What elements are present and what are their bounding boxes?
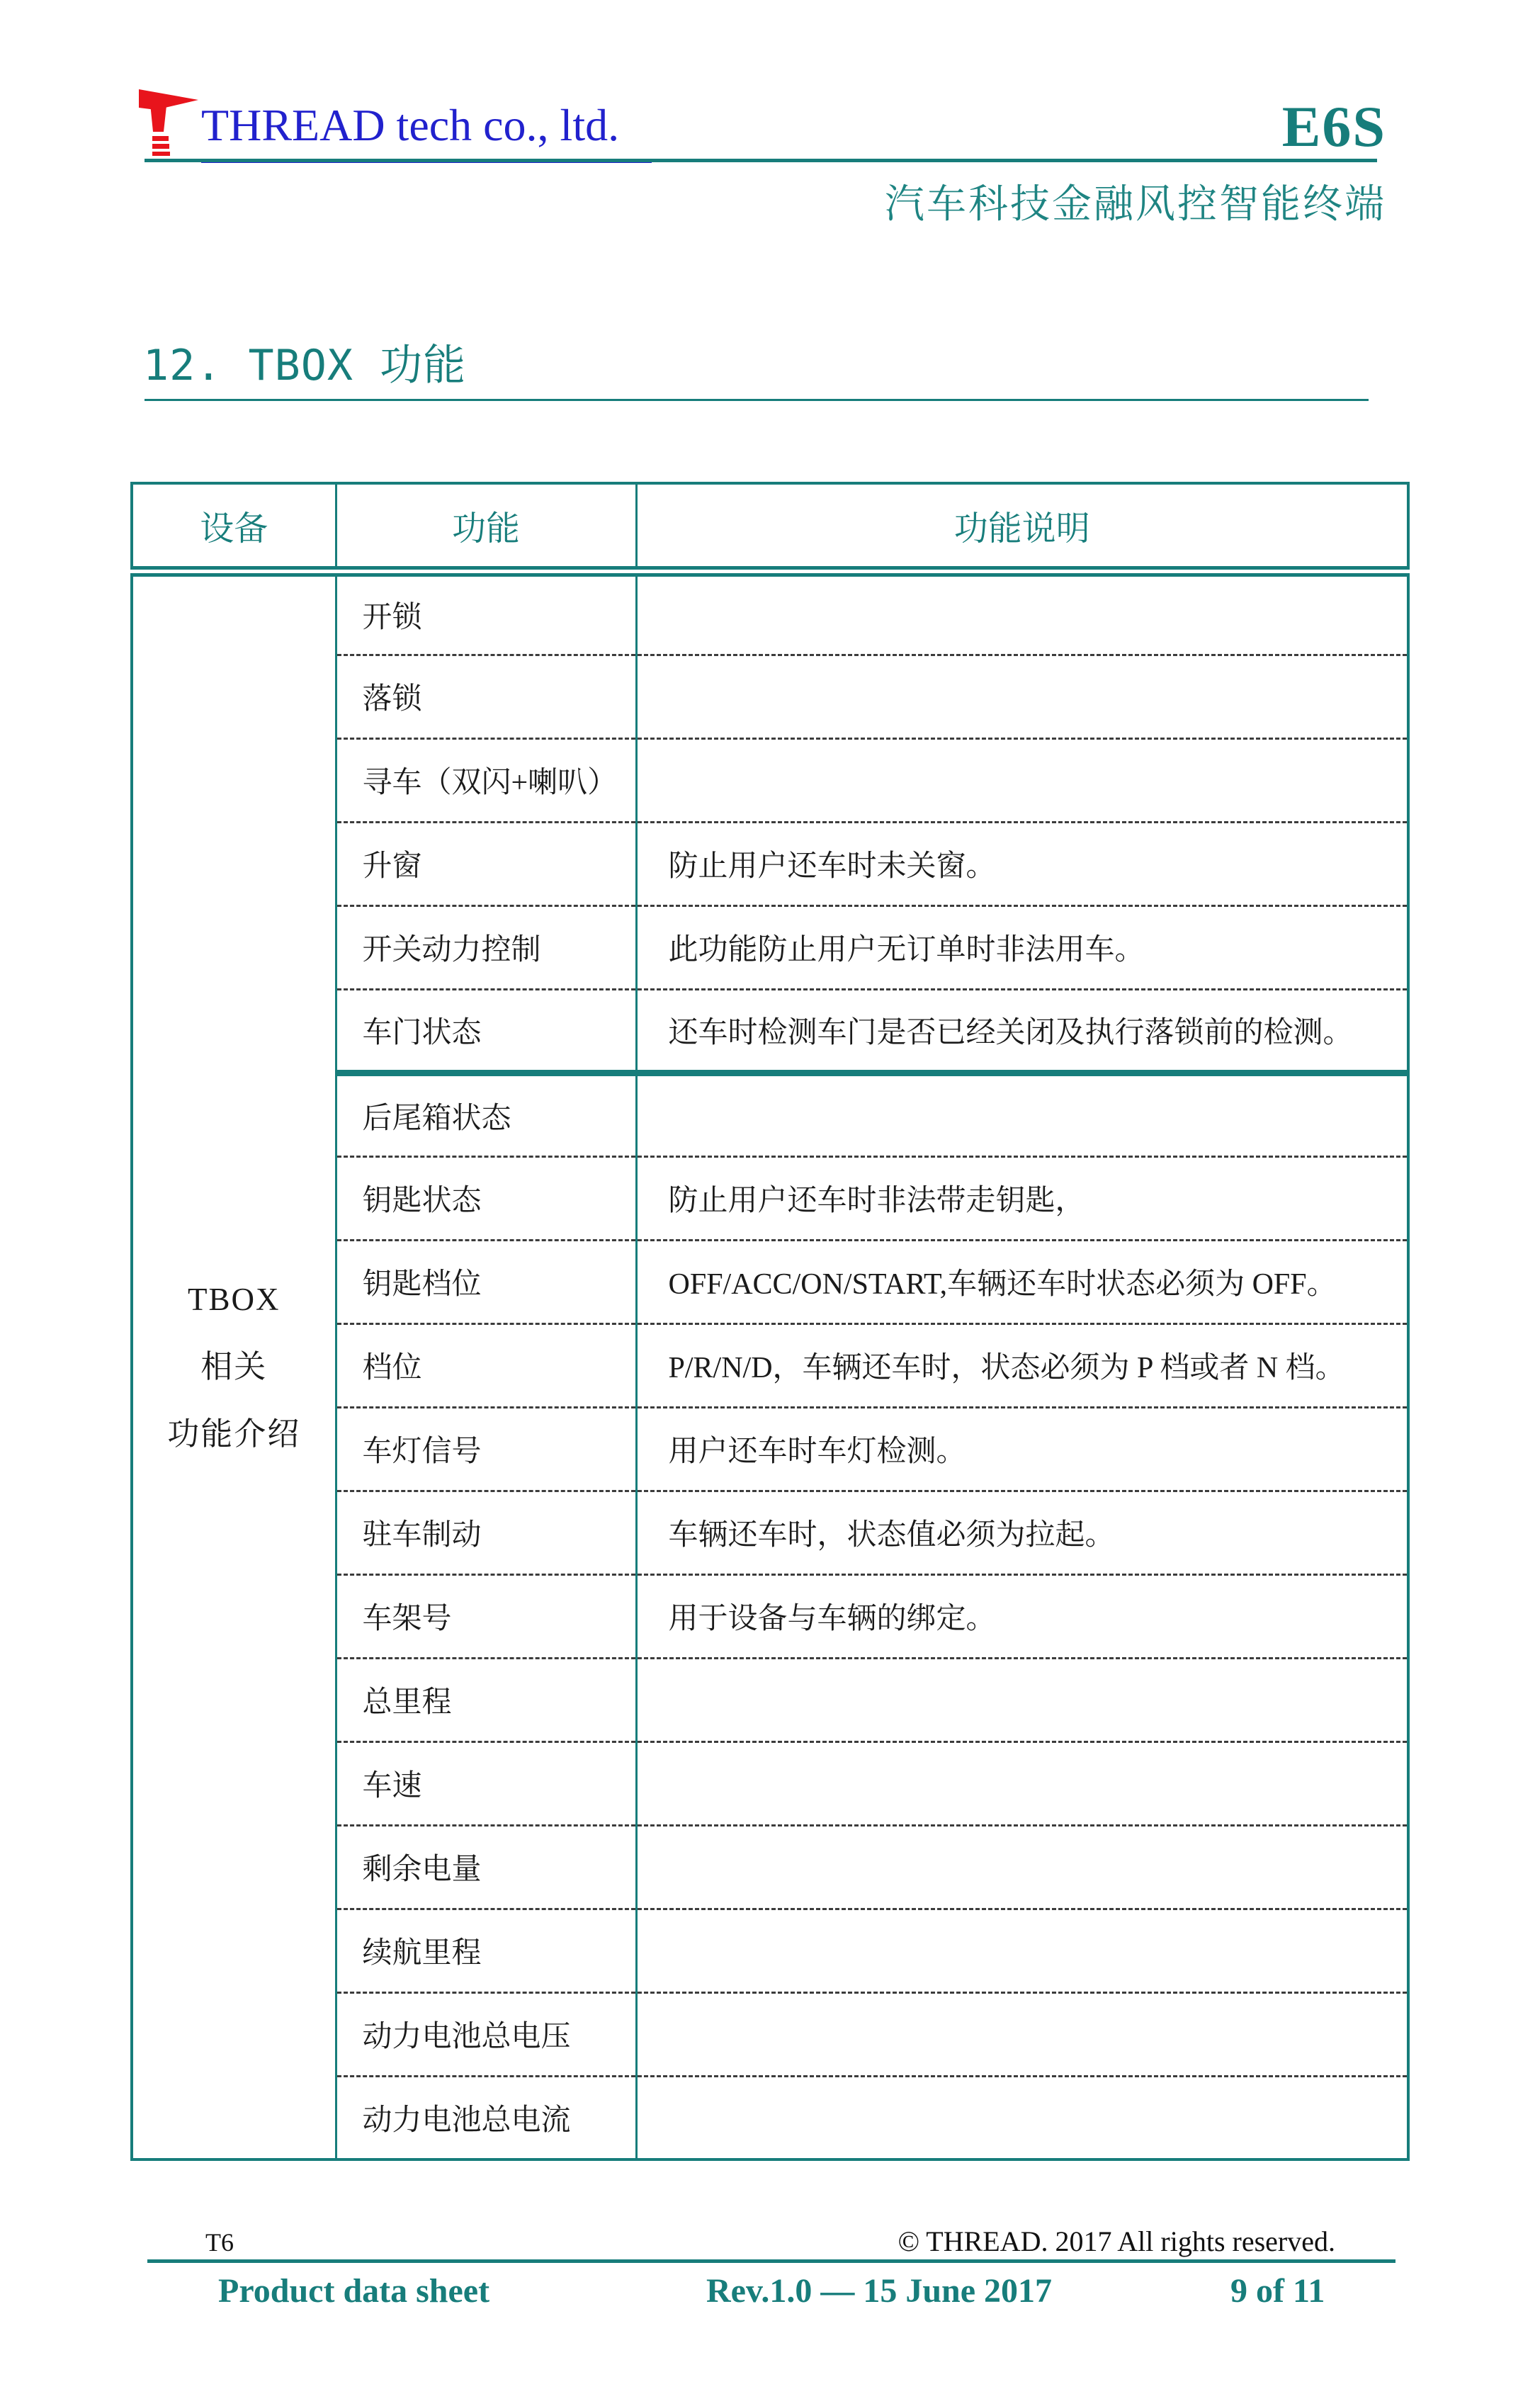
doc-type: Product data sheet — [218, 2272, 490, 2310]
description-cell: OFF/ACC/ON/START,车辆还车时状态必须为 OFF。 — [636, 1240, 1408, 1323]
function-cell: 总里程 — [336, 1658, 636, 1741]
column-header-device: 设备 — [132, 483, 336, 571]
function-cell: 车架号 — [336, 1574, 636, 1658]
section-title: 12. TBOX 功能 — [143, 341, 467, 390]
function-cell: 落锁 — [336, 655, 636, 738]
description-cell — [636, 1992, 1408, 2076]
function-cell: 车速 — [336, 1741, 636, 1825]
revision-date: Rev.1.0 — 15 June 2017 — [706, 2272, 1053, 2310]
description-cell — [636, 655, 1408, 738]
description-cell — [636, 1909, 1408, 1992]
page-number: 9 of 11 — [1230, 2272, 1325, 2310]
device-label-line: 功能介绍 — [167, 1416, 301, 1452]
footer-rule — [147, 2259, 1395, 2263]
description-cell — [636, 1073, 1408, 1156]
section-rule — [145, 399, 1369, 401]
description-cell — [636, 738, 1408, 822]
description-cell — [636, 1658, 1408, 1741]
column-header-function: 功能 — [336, 483, 636, 571]
company-name: THREAD tech co., ltd. — [201, 99, 652, 163]
copyright-text: © THREAD. 2017 All rights reserved. — [898, 2225, 1335, 2257]
doc-code: T6 — [205, 2228, 234, 2257]
function-cell: 后尾箱状态 — [336, 1073, 636, 1156]
table-row — [132, 571, 1408, 655]
description-cell: 防止用户还车时未关窗。 — [636, 822, 1408, 905]
device-label-line: 相关 — [200, 1349, 268, 1385]
function-cell: 开锁 — [336, 571, 636, 655]
product-model: E6S — [1281, 94, 1386, 159]
function-cell: 钥匙状态 — [336, 1156, 636, 1240]
device-label-line: TBOX — [188, 1282, 281, 1318]
tbox-function-table — [130, 482, 1410, 2161]
function-cell: 钥匙档位 — [336, 1240, 636, 1323]
footer-bottom — [0, 2271, 1540, 2321]
function-cell: 动力电池总电流 — [336, 2076, 636, 2159]
function-cell: 车灯信号 — [336, 1407, 636, 1491]
column-header-description: 功能说明 — [636, 483, 1408, 571]
description-cell — [636, 1741, 1408, 1825]
description-cell: P/R/N/D，车辆还车时，状态必须为 P 档或者 N 档。 — [636, 1323, 1408, 1407]
function-cell: 开关动力控制 — [336, 905, 636, 989]
description-cell: 防止用户还车时非法带走钥匙， — [636, 1156, 1408, 1240]
function-cell: 剩余电量 — [336, 1825, 636, 1909]
description-cell: 还车时检测车门是否已经关闭及执行落锁前的检测。 — [636, 989, 1408, 1073]
description-cell: 用户还车时车灯检测。 — [636, 1407, 1408, 1491]
function-cell: 车门状态 — [336, 989, 636, 1073]
function-cell: 寻车（双闪+喇叭） — [336, 738, 636, 822]
footer-top — [205, 2225, 1335, 2258]
description-cell — [636, 1825, 1408, 1909]
description-cell: 用于设备与车辆的绑定。 — [636, 1574, 1408, 1658]
function-cell: 驻车制动 — [336, 1491, 636, 1574]
header-rule — [145, 159, 1377, 162]
table-header-row — [132, 483, 1408, 571]
description-cell: 车辆还车时，状态值必须为拉起。 — [636, 1491, 1408, 1574]
product-subtitle: 汽车科技金融风控智能终端 — [885, 181, 1386, 227]
description-cell — [636, 2076, 1408, 2159]
function-cell: 动力电池总电压 — [336, 1992, 636, 2076]
description-cell — [636, 571, 1408, 655]
function-cell: 升窗 — [336, 822, 636, 905]
device-cell — [132, 571, 336, 2159]
thread-logo-icon — [139, 89, 200, 156]
function-cell: 续航里程 — [336, 1909, 636, 1992]
function-cell: 档位 — [336, 1323, 636, 1407]
tbox-function-table-wrap — [130, 482, 1410, 2161]
description-cell: 此功能防止用户无订单时非法用车。 — [636, 905, 1408, 989]
